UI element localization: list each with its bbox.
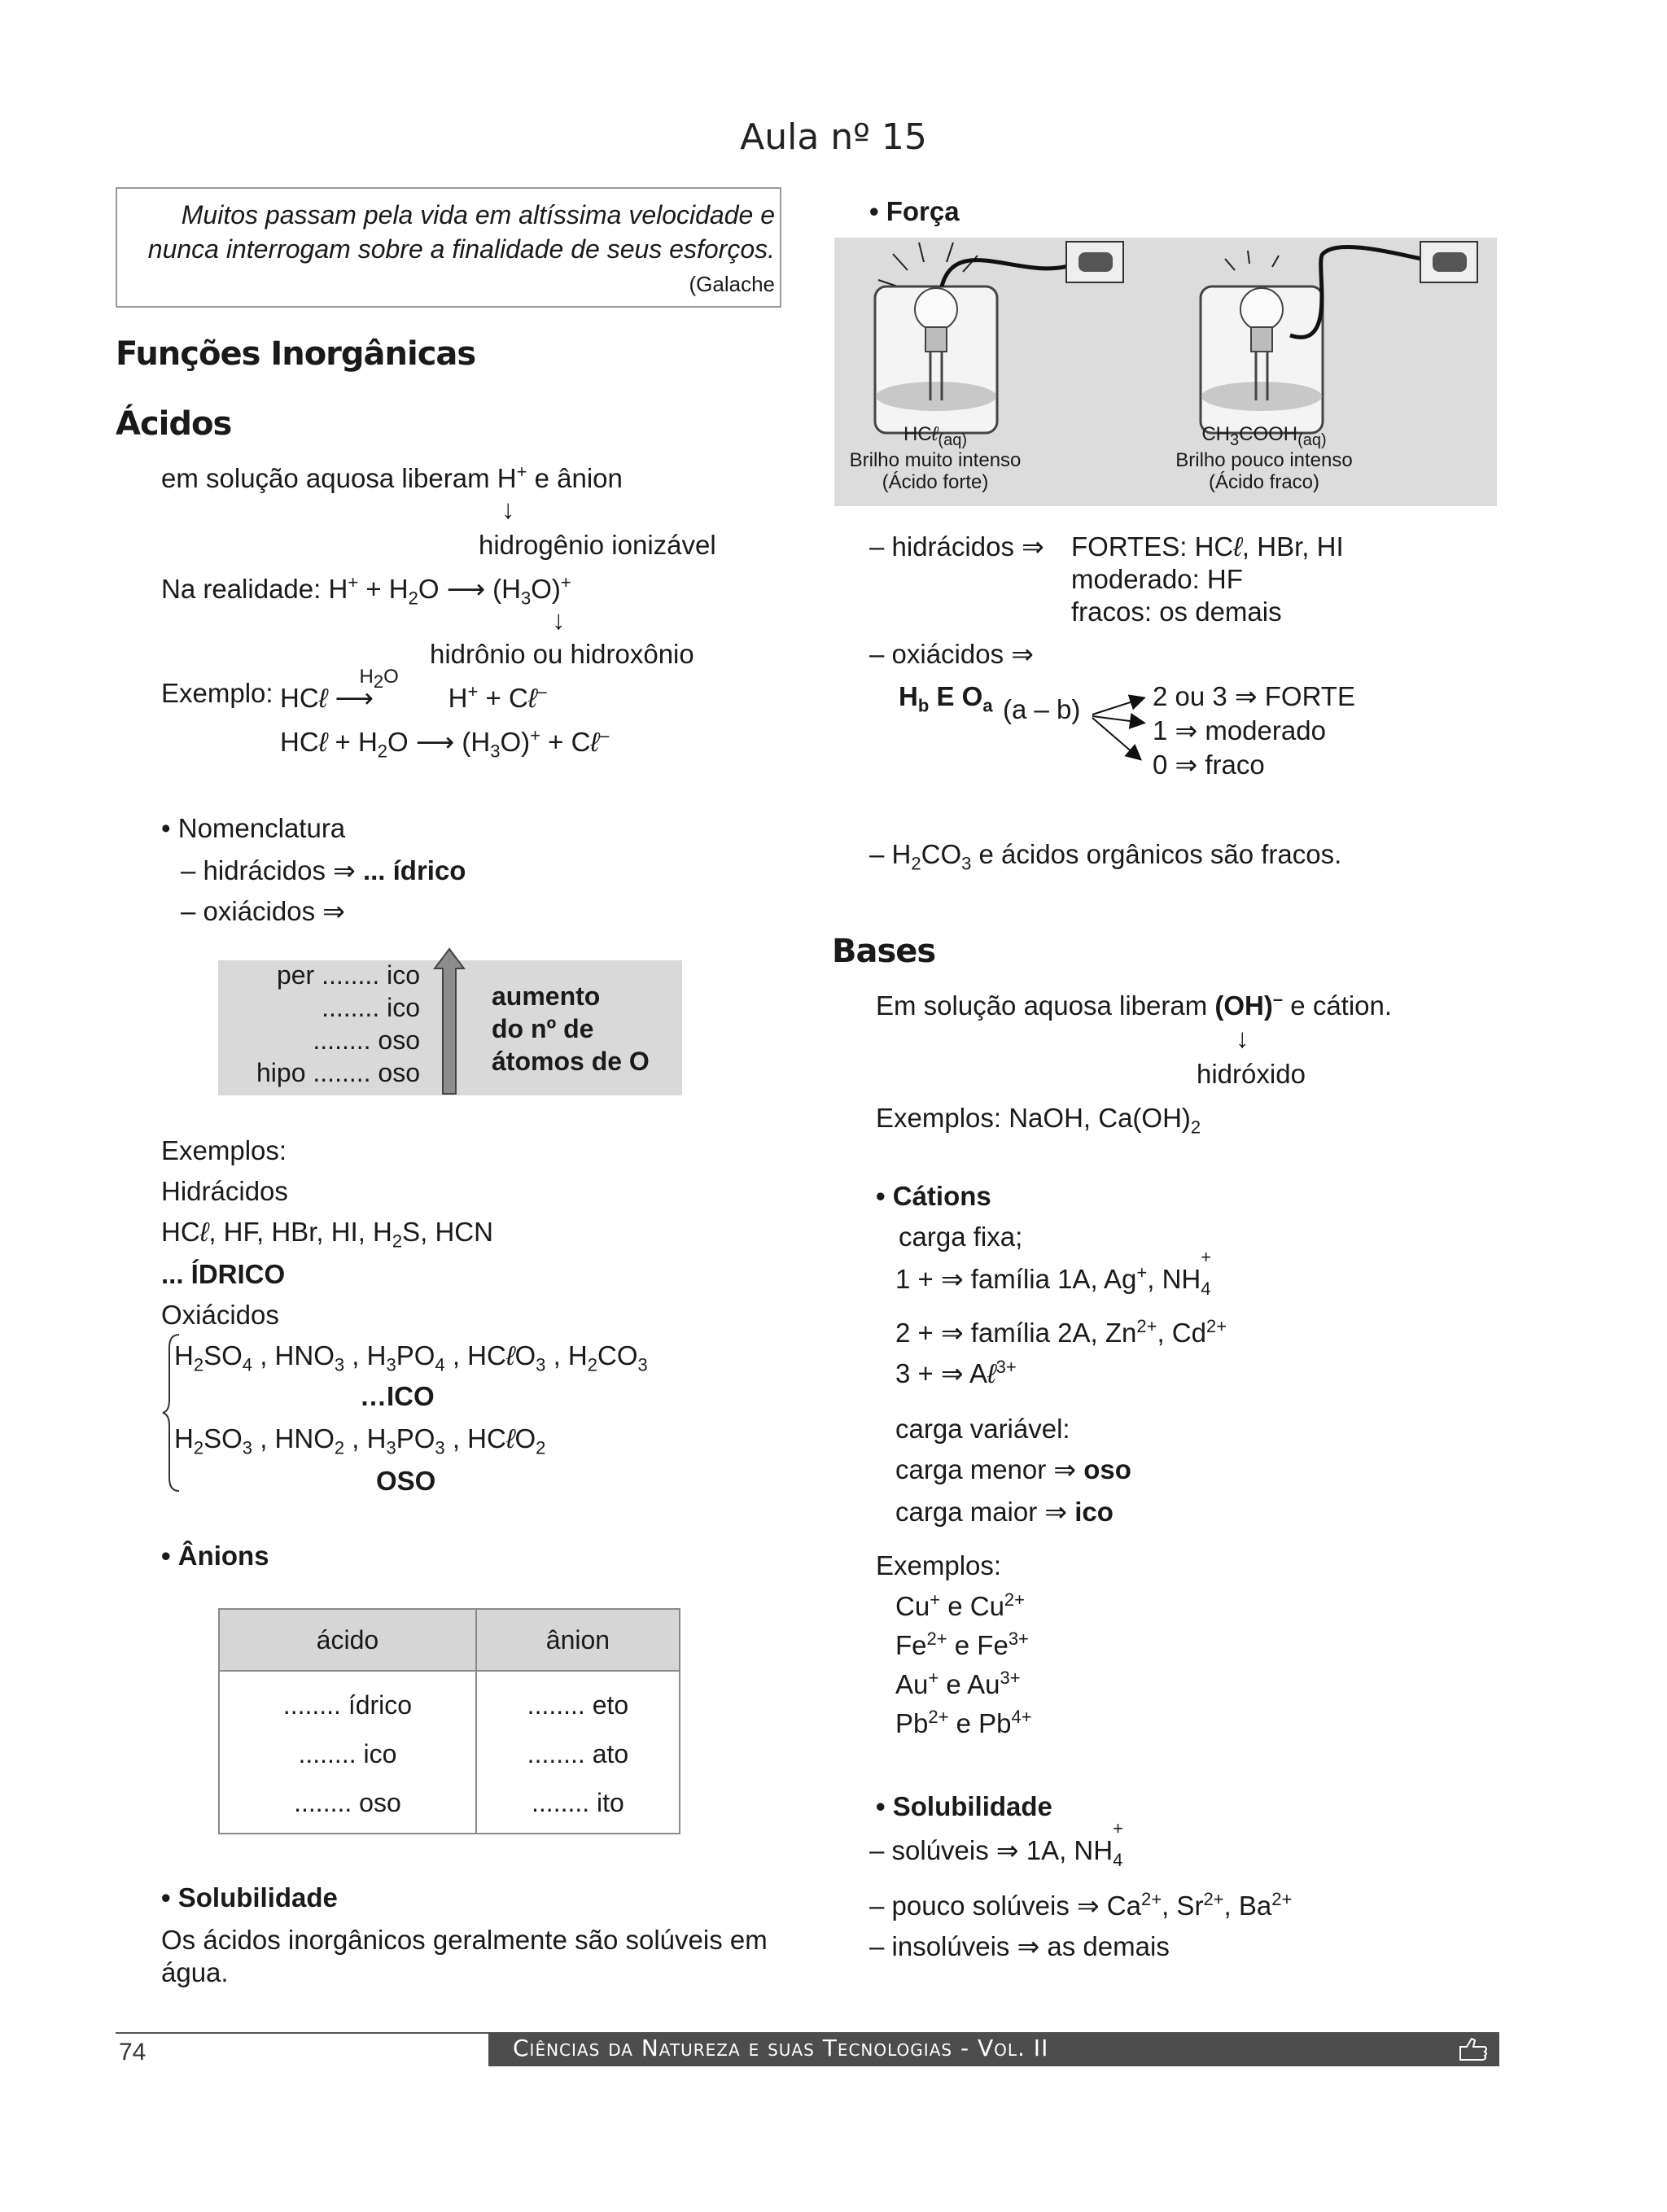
- quote-line-2: nunca interrogam sobre a finalidade de seus esforços.: [147, 234, 775, 264]
- cations-title: • Cátions: [876, 1181, 991, 1211]
- caption-left-brightness: Brilho muito intenso: [849, 449, 1022, 471]
- example-equation-2: HCℓ + $H_2O$ ⟶ $(H_3O)^+$ + Cℓ–: [280, 725, 610, 762]
- table-cell: ........ eto: [476, 1671, 680, 1729]
- oxiacidos-ico-list: $H_2SO_4$ , $HNO_3$ , $H_3PO_4$ , HCℓO$_3$ , $H_2CO_3$: [174, 1340, 648, 1375]
- acid-solubility-line-2: água.: [161, 1957, 229, 1987]
- cation-example: Cu+ e $Cu^{2+}$: [895, 1589, 1026, 1621]
- oxiacidos-rule: – oxiácidos ⇒: [181, 896, 345, 926]
- hidracidos-list: HCℓ, HF, HBr, HI, $H_2S$, HCN: [161, 1217, 493, 1252]
- suffix-row: per ........ ico: [276, 960, 420, 990]
- strength-figure: [834, 238, 1497, 506]
- suffix-box: [218, 960, 682, 1095]
- insoluble-bases: – insolúveis ⇒ as demais: [869, 1931, 1170, 1961]
- acid-solubility-line-1: Os ácidos inorgânicos geralmente são solúveis em: [161, 1925, 768, 1955]
- rule-strong: 2 ou 3 ⇒ FORTE: [1153, 681, 1355, 711]
- lower-charge: carga menor ⇒ oso: [895, 1454, 1131, 1484]
- acid-solubility-title: • Solubilidade: [161, 1882, 338, 1913]
- cation-example: $Pb^{2+}$ e $Pb^{4+}$: [895, 1707, 1032, 1738]
- anions-title: • Ânions: [161, 1541, 269, 1571]
- suffix-row: ........ ico: [322, 993, 420, 1022]
- caption-right-type: (Ácido fraco): [1208, 471, 1320, 493]
- oso-caps: OSO: [376, 1466, 436, 1496]
- hidracidos-rule: – hidrácidos ⇒ ... ídrico: [181, 855, 466, 885]
- example-equation-1: HCℓ $H_2O$ ⟶ H+ + Cℓ–: [280, 666, 547, 713]
- hydroxide-label: hidróxido: [1197, 1059, 1306, 1089]
- suffix-row: hipo ........ oso: [256, 1058, 420, 1087]
- increase-label: do nº de: [492, 1014, 594, 1043]
- base-solubility-title: • Solubilidade: [876, 1791, 1052, 1821]
- nomenclature-title: • Nomenclatura: [161, 813, 346, 843]
- idrico-caps: ... ÍDRICO: [161, 1259, 286, 1289]
- suffix-row: ........ oso: [313, 1025, 420, 1055]
- strength-oxiacidos-label: – oxiácidos ⇒: [869, 639, 1034, 669]
- table-cell: ........ ito: [476, 1778, 680, 1834]
- three-plus: 3 + ⇒ Aℓ$^{3+}$: [895, 1357, 1017, 1388]
- hb-e-oa: $H_b$ E $O_a$: [899, 681, 993, 716]
- branch-arrows-icon: [1091, 690, 1149, 763]
- one-plus: 1 + ⇒ família 1A, Ag+, NH $_{+ 4}$: [895, 1246, 1212, 1299]
- increase-label: aumento: [492, 981, 601, 1011]
- table-cell: ........ oso: [219, 1778, 476, 1834]
- two-plus: 2 + ⇒ família 2A, $Zn^{2+}$, $Cd^{2+}$: [895, 1316, 1227, 1348]
- table-header: ácido: [219, 1609, 476, 1671]
- arrow-down-2: ↓: [552, 605, 566, 635]
- rule-moderate: 1 ⇒ moderado: [1153, 715, 1326, 745]
- variable-charge: carga variável:: [895, 1414, 1070, 1444]
- a-minus-b: (a – b): [1003, 694, 1081, 724]
- cation-example: $Fe^{2+}$ e $Fe^{3+}$: [895, 1628, 1029, 1660]
- table-cell: ........ ato: [476, 1729, 680, 1778]
- quote-box: [116, 187, 781, 308]
- ico-caps: …ICO: [360, 1381, 435, 1411]
- fixed-charge: carga fixa;: [899, 1222, 1023, 1252]
- cation-example: Au+ e $Au^{3+}$: [895, 1668, 1021, 1699]
- table-row: [219, 1778, 680, 1834]
- increase-arrow-icon: [431, 947, 467, 1095]
- quote-author: (Galache: [689, 272, 775, 296]
- hidracidos-title: Hidrácidos: [161, 1176, 288, 1206]
- strength-title: • Força: [869, 196, 960, 226]
- hydronium-label: hidrônio ou hidroxônio: [430, 639, 694, 669]
- anion-table: [218, 1608, 680, 1834]
- arrow-down-3: ↓: [1236, 1023, 1249, 1053]
- increase-label: átomos de O: [492, 1047, 650, 1076]
- reality-equation: Na realidade: $H^+ + H_2O$ ⟶ $(H_3O)^+$: [161, 572, 571, 609]
- example-label: Exemplo:: [161, 678, 273, 708]
- table-row: [219, 1671, 680, 1729]
- quote-line-1: Muitos passam pela vida em altíssima velocidade e: [181, 200, 775, 230]
- moderate-acids: moderado: HF: [1071, 564, 1243, 594]
- table-row: [219, 1729, 680, 1778]
- acids-heading: Ácidos: [116, 405, 232, 443]
- bases-heading: Bases: [832, 933, 936, 970]
- weak-acids: fracos: os demais: [1071, 597, 1282, 627]
- page-number: 74: [119, 2039, 147, 2066]
- examples-label: Exemplos:: [161, 1135, 287, 1165]
- ionizable-hydrogen: hidrogênio ionizável: [479, 530, 716, 560]
- acid-definition: em solução aquosa liberam H+ e ânion: [161, 461, 623, 493]
- caption-left-type: (Ácido forte): [882, 471, 989, 493]
- caption-right-brightness: Brilho pouco intenso: [1175, 449, 1353, 471]
- higher-charge: carga maior ⇒ ico: [895, 1497, 1114, 1527]
- slightly-soluble-bases: – pouco solúveis ⇒ $Ca^{2+}$, $Sr^{2+}$, $Ba^{2+}$: [869, 1889, 1293, 1921]
- caption-left-formula: HCℓ$_{(aq)}$: [903, 423, 967, 449]
- base-definition: Em solução aquosa liberam (OH)– e cátion.: [876, 989, 1393, 1021]
- cation-examples-label: Exemplos:: [876, 1550, 1002, 1580]
- soluble-bases: – solúveis ⇒ 1A, NH $_{+ 4}$: [869, 1817, 1123, 1870]
- base-examples: Exemplos: NaOH, $Ca(OH)_2$: [876, 1103, 1201, 1138]
- caption-right-formula: $CH_3COOH_{(aq)}$: [1201, 423, 1327, 449]
- strong-acids: FORTES: HCℓ, HBr, HI: [1071, 531, 1344, 562]
- oxiacidos-title: Oxiácidos: [161, 1300, 279, 1330]
- h2co3-note: – $H_2CO_3$ e ácidos orgânicos são fracos.: [869, 839, 1342, 874]
- section-title: Funções Inorgânicas: [116, 335, 476, 373]
- hand-logo-icon: [1457, 2035, 1490, 2063]
- strength-hidracidos-label: – hidrácidos ⇒: [869, 531, 1044, 562]
- table-header: ânion: [476, 1609, 680, 1671]
- footer-rule: [116, 2032, 505, 2034]
- footer-title: Ciências da Natureza e suas Tecnologias - Vol. II: [513, 2035, 1049, 2061]
- oxiacidos-oso-list: $H_2SO_3$ , $HNO_2$ , $H_3PO_3$ , HCℓO$_2$: [174, 1423, 546, 1458]
- table-cell: ........ ídrico: [219, 1671, 476, 1729]
- table-cell: ........ ico: [219, 1729, 476, 1778]
- lesson-title: Aula nº 15: [740, 116, 927, 158]
- rule-weak: 0 ⇒ fraco: [1153, 750, 1265, 780]
- arrow-down: ↓: [501, 494, 515, 524]
